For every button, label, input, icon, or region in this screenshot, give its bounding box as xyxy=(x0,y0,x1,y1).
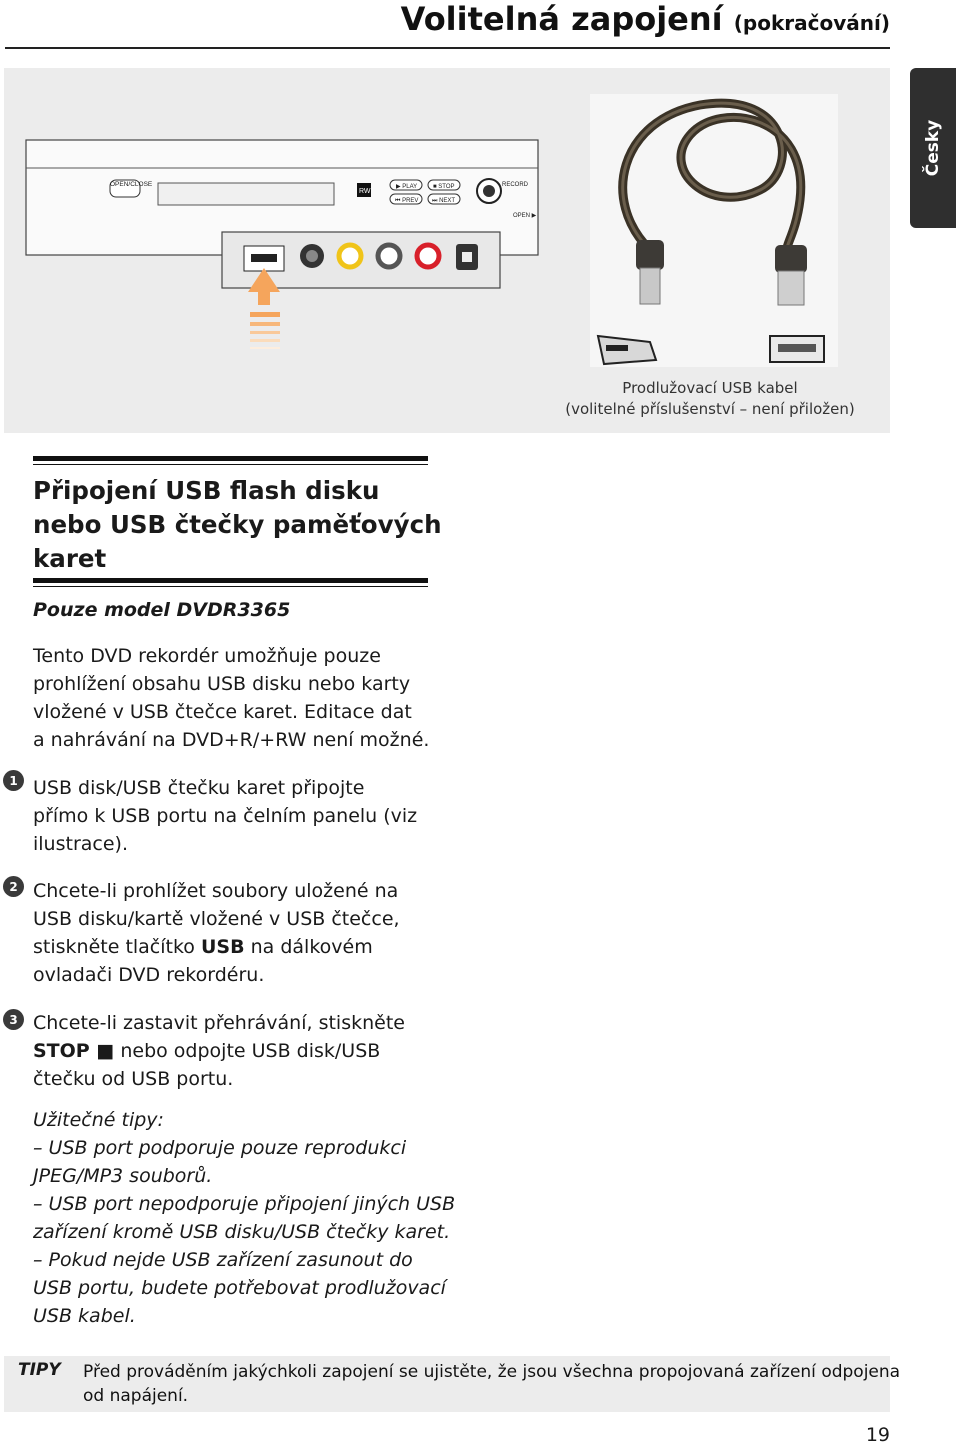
video-port-icon xyxy=(339,245,361,267)
tips-line: USB kabel. xyxy=(33,1305,136,1327)
tips-line: JPEG/MP3 souborů. xyxy=(33,1165,213,1187)
disc-tray xyxy=(158,183,334,205)
section-heading-line: nebo USB čtečky paměťových xyxy=(33,510,442,539)
section-heading xyxy=(33,474,453,576)
record-label: RECORD xyxy=(502,182,529,188)
tips-title: Užitečné tipy: xyxy=(33,1109,164,1131)
tips-line: zařízení kromě USB disku/USB čtečky karet. xyxy=(33,1221,451,1243)
step-text-segment: stiskněte tlačítko xyxy=(33,936,201,958)
step-1-text xyxy=(33,774,453,858)
intro-paragraph xyxy=(33,642,453,754)
step-line: USB disk/USB čtečku karet připojte xyxy=(33,777,365,799)
tips-line: – Pokud nejde USB zařízení zasunout do xyxy=(33,1249,413,1271)
record-dot-icon xyxy=(483,185,495,197)
intro-line: Tento DVD rekordér umožňuje pouze xyxy=(33,645,381,667)
step-2-number-badge: 2 xyxy=(3,876,24,897)
step-3-text xyxy=(33,1009,453,1093)
usb-plug-a-housing xyxy=(636,240,664,270)
step-line: ilustrace). xyxy=(33,833,128,855)
section-heading-line: Připojení USB flash disku xyxy=(33,476,380,505)
tip-box-line: Před prováděním jakýchkoli zapojení se ujistěte, že jsou všechna propojovaná zařízení odpojena xyxy=(83,1362,901,1382)
step-line: přímo k USB portu na čelním panelu (viz xyxy=(33,805,418,827)
step-line: Chcete-li zastavit přehrávání, stiskněte xyxy=(33,1012,405,1034)
heading-rule-top-thin xyxy=(33,464,428,465)
tips-line: – USB port podporuje pouze reprodukci xyxy=(33,1137,407,1159)
tips-line: – USB port nepodporuje připojení jiných USB xyxy=(33,1193,456,1215)
play-label: ▶ PLAY xyxy=(396,184,418,190)
illustration-caption xyxy=(560,378,860,420)
step-line: Chcete-li prohlížet soubory uložené na xyxy=(33,880,399,902)
language-tab-label: Česky xyxy=(923,119,943,177)
intro-line: a nahrávání na DVD+R/+RW není možné. xyxy=(33,729,430,751)
usb-socket-housing xyxy=(775,245,807,273)
usb-plug-a-icon xyxy=(640,268,660,304)
step-line: čtečku od USB portu. xyxy=(33,1068,234,1090)
tip-box-text xyxy=(83,1360,901,1408)
step-text-segment: na dálkovém xyxy=(244,936,373,958)
tip-box-line: od napájení. xyxy=(83,1386,189,1406)
step-3-number-badge: 3 xyxy=(3,1009,24,1030)
intro-line: vložené v USB čtečce karet. Editace dat xyxy=(33,701,412,723)
step-1-number-badge: 1 xyxy=(3,770,24,791)
heading-rule-bottom-thick xyxy=(33,578,428,583)
audio-left-port-icon xyxy=(378,245,400,267)
useful-tips xyxy=(33,1106,456,1330)
tip-box-label: TIPY xyxy=(18,1360,61,1380)
usb-key-label: USB xyxy=(200,936,245,958)
usb-socket-a-icon xyxy=(778,271,804,305)
usb-cable-drawing xyxy=(598,103,824,364)
caption-line: (volitelné příslušenství – není přiložen) xyxy=(565,400,855,418)
step-2-text xyxy=(33,877,453,989)
heading-rule-top-thick xyxy=(33,456,428,461)
open-label: OPEN ▶ xyxy=(513,213,537,219)
open-close-label: OPEN/CLOSE xyxy=(110,181,153,188)
page-number: 19 xyxy=(865,1424,890,1446)
illustration-svg xyxy=(0,0,960,440)
model-subheading: Pouze model DVDR3365 xyxy=(33,599,291,621)
audio-right-port-icon xyxy=(417,245,439,267)
tips-line: USB portu, budete potřebovat prodlužovací xyxy=(33,1277,446,1299)
step-text-segment: nebo odpojte USB disk/USB xyxy=(114,1040,381,1062)
step-line: USB disku/kartě vložené v USB čtečce, xyxy=(33,908,400,930)
step-line: ovladači DVD rekordéru. xyxy=(33,964,265,986)
dvd-recorder-drawing xyxy=(26,140,538,349)
heading-rule-bottom-thin xyxy=(33,586,428,587)
page-title-text: Volitelná zapojení xyxy=(400,0,723,38)
stop-key-label: STOP ■ xyxy=(33,1040,115,1062)
next-label: ⏭ NEXT xyxy=(432,198,456,204)
stop-label: ■ STOP xyxy=(433,184,455,190)
step-line xyxy=(33,933,453,961)
caption-line: Prodlužovací USB kabel xyxy=(622,379,798,397)
prev-label: ⏮ PREV xyxy=(395,198,419,204)
rw-badge-label: RW xyxy=(359,188,371,195)
step-line xyxy=(33,1037,453,1065)
intro-line: prohlížení obsahu USB disku nebo karty xyxy=(33,673,411,695)
page-title-suffix: (pokračování) xyxy=(733,11,890,35)
section-heading-line: karet xyxy=(33,544,107,573)
